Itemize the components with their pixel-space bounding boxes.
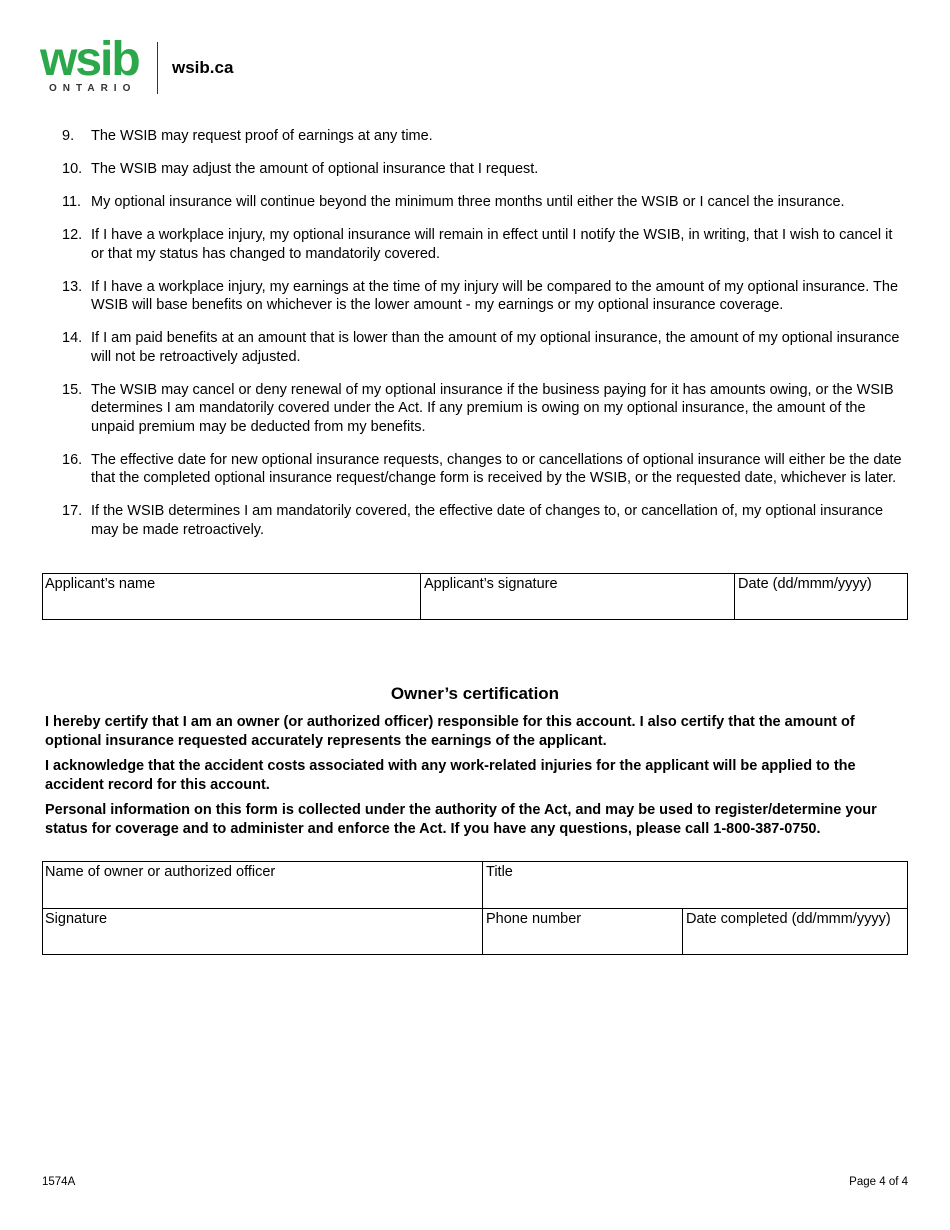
list-item: 13. If I have a workplace injury, my earnings at the time of my injury will be compared to the amount of my optional insurance. The WSIB will base benefits on whichever is the lower amount - my earnings or my optional insurance coverage. bbox=[62, 278, 899, 313]
owner-name-field[interactable]: Name of owner or authorized officer bbox=[45, 864, 276, 880]
website-link[interactable]: wsib.ca bbox=[172, 58, 234, 77]
divider bbox=[682, 908, 683, 954]
logo-subtitle: ONTARIO bbox=[49, 83, 137, 94]
list-item: 12. If I have a workplace injury, my optional insurance will remain in effect until I notify the WSIB, in writing, that I wish to cancel it or that my status has changed to mandatorily covered. bbox=[62, 227, 893, 262]
logo-divider bbox=[157, 42, 158, 94]
list-item: 14. If I am paid benefits at an amount that is lower than the amount of my optional insurance, the amount of my optional insurance will not be retroactively adjusted. bbox=[62, 330, 900, 365]
certification-paragraph: I hereby certify that I am an owner (or authorized officer) responsible for this account. I also certify that the amount of optional insurance requested accurately represents the earnings of the applicant. bbox=[45, 714, 855, 749]
form-number: 1574A bbox=[42, 1176, 76, 1188]
phone-number-field[interactable]: Phone number bbox=[486, 911, 582, 927]
privacy-paragraph: Personal information on this form is collected under the authority of the Act, and may be used to register/determine your status for coverage and to administer and enforce the Act. If you have any questions, please call 1-800-387-0750. bbox=[45, 802, 877, 837]
list-item: 10. The WSIB may adjust the amount of optional insurance that I request. bbox=[62, 161, 539, 177]
applicant-name-field[interactable]: Applicant’s name bbox=[45, 576, 156, 592]
page-number: Page 4 of 4 bbox=[849, 1176, 908, 1188]
owner-table bbox=[42, 861, 908, 955]
date-completed-field[interactable]: Date completed (dd/mmm/yyyy) bbox=[686, 911, 891, 927]
signature-field[interactable]: Signature bbox=[45, 911, 108, 927]
applicant-table bbox=[42, 573, 908, 620]
list-item: 9. The WSIB may request proof of earnings at any time. bbox=[62, 128, 433, 144]
list-item: 15. The WSIB may cancel or deny renewal of my optional insurance if the business paying for it has amounts owing, or the WSIB determines I am mandatorily covered under the Act. If any premium is owing on my optional insurance, the amount of the unpaid premium may be deducted from my benefits. bbox=[62, 381, 894, 435]
list-item: 16. The effective date for new optional insurance requests, changes to or cancellations of optional insurance will either be the date that the completed optional insurance request/change form is received by the WSIB, or the requested date, whichever is later. bbox=[62, 451, 902, 486]
conditions-list bbox=[62, 127, 907, 554]
applicant-date-field[interactable]: Date (dd/mmm/yyyy) bbox=[738, 576, 872, 592]
wsib-logo: wsib bbox=[40, 33, 139, 86]
divider bbox=[43, 908, 907, 909]
acknowledgement-paragraph: I acknowledge that the accident costs associated with any work-related injuries for the applicant will be applied to the accident record for this account. bbox=[45, 758, 856, 793]
certification-title: Owner’s certification bbox=[390, 684, 560, 703]
applicant-signature-field[interactable]: Applicant’s signature bbox=[424, 576, 558, 592]
divider bbox=[420, 574, 421, 619]
divider bbox=[734, 574, 735, 619]
divider bbox=[482, 862, 483, 954]
title-field[interactable]: Title bbox=[486, 864, 513, 880]
list-item: 11. My optional insurance will continue beyond the minimum three months until either the WSIB or I cancel the insurance. bbox=[62, 194, 845, 210]
list-item: 17. If the WSIB determines I am mandatorily covered, the effective date of changes to, or cancellation of, my optional insurance may be made retroactively. bbox=[62, 503, 884, 538]
